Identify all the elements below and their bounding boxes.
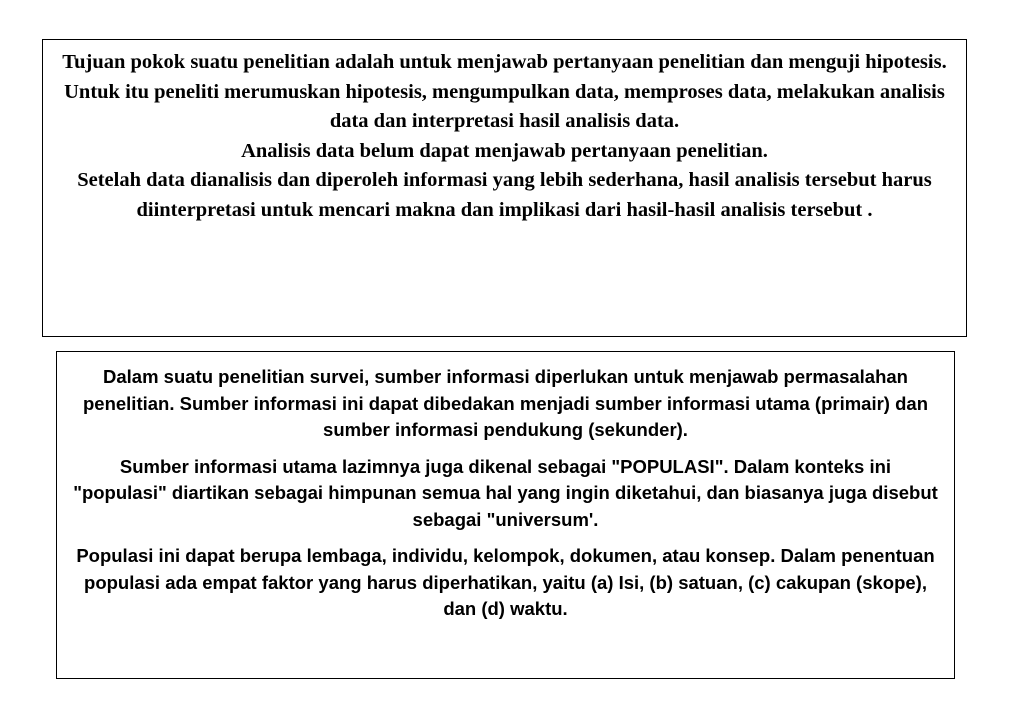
paragraph-research-steps: Untuk itu peneliti merumuskan hipotesis, mengumpulkan data, memproses data, melakukan analisis data dan interpretasi hasil analisis data. <box>64 80 945 132</box>
paragraph-population-definition: Sumber informasi utama lazimnya juga dikenal sebagai "POPULASI". Dalam konteks ini "populasi" diartikan sebagai himpunan semua hal yang ingin diketahui, dan biasanya juga disebut sebagai "universum'. <box>73 455 938 530</box>
population-textbox <box>56 351 955 679</box>
paragraph-population-factors: Populasi ini dapat berupa lembaga, individu, kelompok, dokumen, atau konsep. Dalam penentuan populasi ada empat faktor yang harus diperhatikan, yaitu (a) Isi, (b) satuan, (c) cakupan (skope), dan (d) waktu. <box>76 545 935 619</box>
paragraph-interpretation: Setelah data dianalisis dan diperoleh informasi yang lebih sederhana, hasil analisis tersebut harus diinterpretasi untuk mencari makna dan implikasi dari hasil-hasil analisis tersebut . <box>77 169 932 221</box>
research-purpose-textbox <box>42 39 967 337</box>
paragraph-research-goal: Tujuan pokok suatu penelitian adalah untuk menjawab pertanyaan penelitian dan menguji hipotesis. <box>62 51 947 73</box>
paragraph-information-sources: Dalam suatu penelitian survei, sumber informasi diperlukan untuk menjawab permasalahan penelitian. Sumber informasi ini dapat dibedakan menjadi sumber informasi utama (primair) dan sumber informasi pendukung (sekunder). <box>82 366 928 440</box>
paragraph-analysis-limit: Analisis data belum dapat menjawab pertanyaan penelitian. <box>241 139 768 162</box>
